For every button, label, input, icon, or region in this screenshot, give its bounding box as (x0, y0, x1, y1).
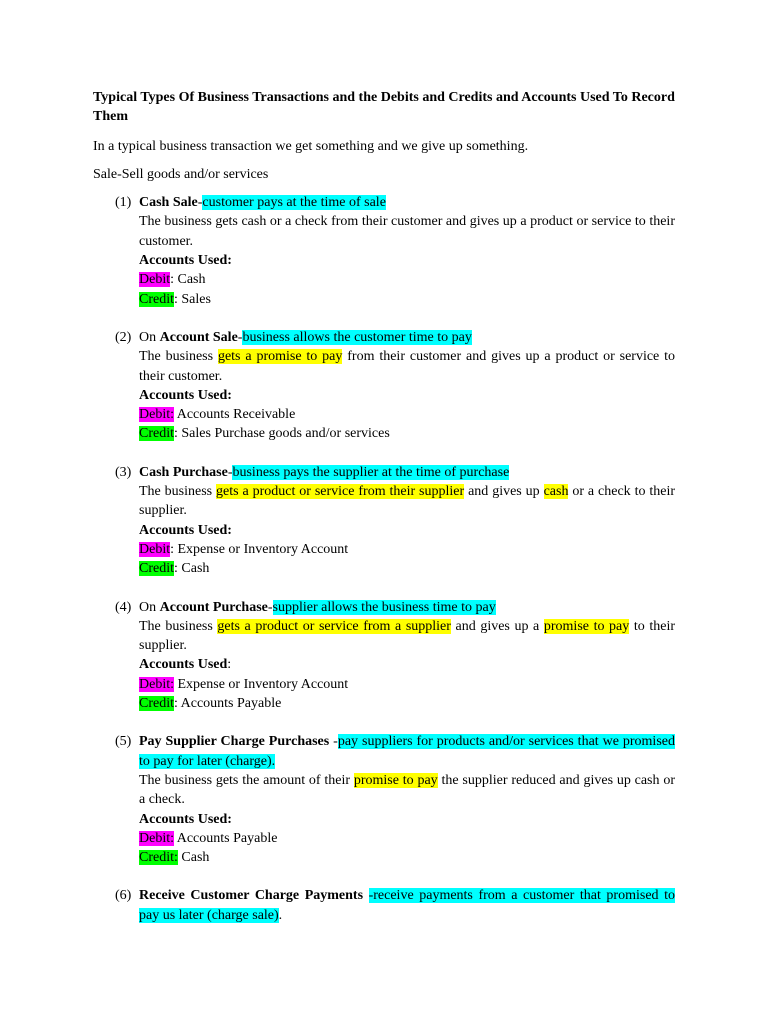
debit-label: Debit (139, 541, 171, 557)
item-separator: - (197, 195, 203, 211)
transaction-item-account-purchase (93, 598, 675, 714)
transaction-item-pay-supplier (93, 732, 675, 867)
intro-paragraph: In a typical business transaction we get something and we give up something. (93, 138, 529, 154)
debit-account: : Cash (170, 272, 206, 288)
accounts-used-label: Accounts Used: (139, 387, 232, 403)
credit-label: Credit (139, 696, 174, 712)
credit-line (139, 559, 675, 578)
credit-label: Credit (139, 561, 174, 577)
item-heading (139, 328, 675, 347)
item-number: (3) (115, 464, 132, 480)
item-heading (139, 193, 675, 212)
accounts-used-label: Accounts Used: (139, 811, 232, 827)
item-separator: - (329, 734, 338, 750)
sale-heading: Sale-Sell goods and/or services (93, 166, 269, 182)
credit-account: Cash (177, 850, 210, 866)
debit-line (139, 540, 675, 559)
item-heading (139, 732, 675, 771)
debit-account: Accounts Receivable (174, 407, 296, 423)
credit-line (139, 848, 675, 867)
item-separator: - (227, 464, 233, 480)
accounts-used-label: Accounts Used: (139, 522, 232, 538)
credit-label: Credit (139, 291, 174, 307)
item-number: (6) (115, 888, 132, 904)
item-prefix: On (139, 329, 160, 345)
debit-line (139, 829, 675, 848)
debit-label: Debit: (139, 830, 174, 846)
document-title: Typical Types Of Business Transactions and the Debits and Credits and Accounts Used To Record Them (93, 90, 675, 125)
debit-label: Debit: (139, 407, 174, 423)
transaction-item-account-sale (93, 328, 675, 444)
credit-line (139, 694, 675, 713)
item-body: The business gets a product or service from their supplier and gives up cash or a check to their supplier. (139, 484, 676, 519)
debit-line (139, 405, 675, 424)
item-description: business pays the supplier at the time of purchase (232, 464, 510, 480)
item-body (139, 212, 675, 251)
item-name: Account Sale (159, 329, 238, 345)
item-description: business allows the customer time to pay (242, 329, 472, 345)
debit-account: Accounts Payable (174, 830, 278, 846)
debit-label: Debit (139, 272, 171, 288)
credit-account: : Sales Purchase goods and/or services (174, 426, 390, 442)
transaction-item-cash-sale (93, 193, 675, 309)
item-number: (2) (115, 329, 132, 345)
item-body: The business gets a promise to pay from their customer and gives up a product or service to their customer. (139, 349, 676, 384)
debit-label: Debit: (139, 676, 174, 692)
transaction-item-cash-purchase (93, 463, 675, 579)
accounts-used-label: Accounts Used: (139, 253, 232, 269)
credit-account: : Cash (174, 561, 210, 577)
accounts-used-label: Accounts Used: (139, 657, 232, 673)
highlighted-phrase: promise to pay (353, 772, 438, 788)
item-separator: - (237, 329, 243, 345)
item-body: The business gets the amount of their promise to pay the supplier reduced and gives up cash or a check. (139, 772, 675, 808)
credit-label: Credit: (139, 850, 178, 866)
item-body-text: The business gets cash or a check from their customer and gives up a product or service to their customer. (139, 214, 675, 249)
item-prefix: On (139, 599, 160, 615)
credit-line (139, 290, 675, 309)
item-description: supplier allows the business time to pay (272, 599, 496, 615)
credit-label: Credit (139, 426, 174, 442)
highlighted-phrase: gets a product or service from their supplier (216, 484, 465, 500)
item-name: Account Purchase (159, 599, 268, 615)
item-number: (1) (115, 195, 132, 211)
item-heading: Receive Customer Charge Payments -receive payments from a customer that promised to pay us later (charge sale). (139, 888, 675, 923)
item-name: Cash Purchase (139, 464, 228, 480)
credit-account: : Accounts Payable (174, 696, 282, 712)
debit-account: Expense or Inventory Account (174, 676, 349, 692)
debit-line (139, 675, 675, 694)
item-name: Pay Supplier Charge Purchases (139, 734, 330, 750)
item-number: (4) (115, 599, 132, 615)
debit-line (139, 270, 675, 289)
highlighted-phrase: promise to pay (543, 618, 630, 634)
item-number: (5) (115, 734, 132, 750)
document-body (93, 88, 675, 925)
debit-account: : Expense or Inventory Account (170, 541, 349, 557)
transaction-item-receive-payments (93, 886, 675, 925)
highlighted-phrase: gets a product or service from a supplier (217, 618, 451, 634)
item-body: The business gets a product or service from a supplier and gives up a promise to pay to their supplier. (139, 618, 676, 654)
item-description: -receive payments from a customer that promised to pay us later (charge sale) (139, 888, 675, 923)
item-name: Cash Sale (139, 195, 198, 211)
item-separator: - (267, 599, 273, 615)
item-heading (139, 598, 675, 617)
highlighted-phrase: cash (543, 484, 569, 500)
item-separator (363, 888, 369, 903)
credit-line (139, 424, 675, 443)
item-description: customer pays at the time of sale (202, 195, 386, 211)
credit-account: : Sales (174, 291, 211, 307)
item-name: Receive Customer Charge Payments (139, 888, 364, 904)
highlighted-phrase: gets a promise to pay (217, 349, 343, 365)
item-description: pay suppliers for products and/or services that we promised to pay for later (charge). (139, 734, 675, 769)
item-heading (139, 463, 675, 482)
